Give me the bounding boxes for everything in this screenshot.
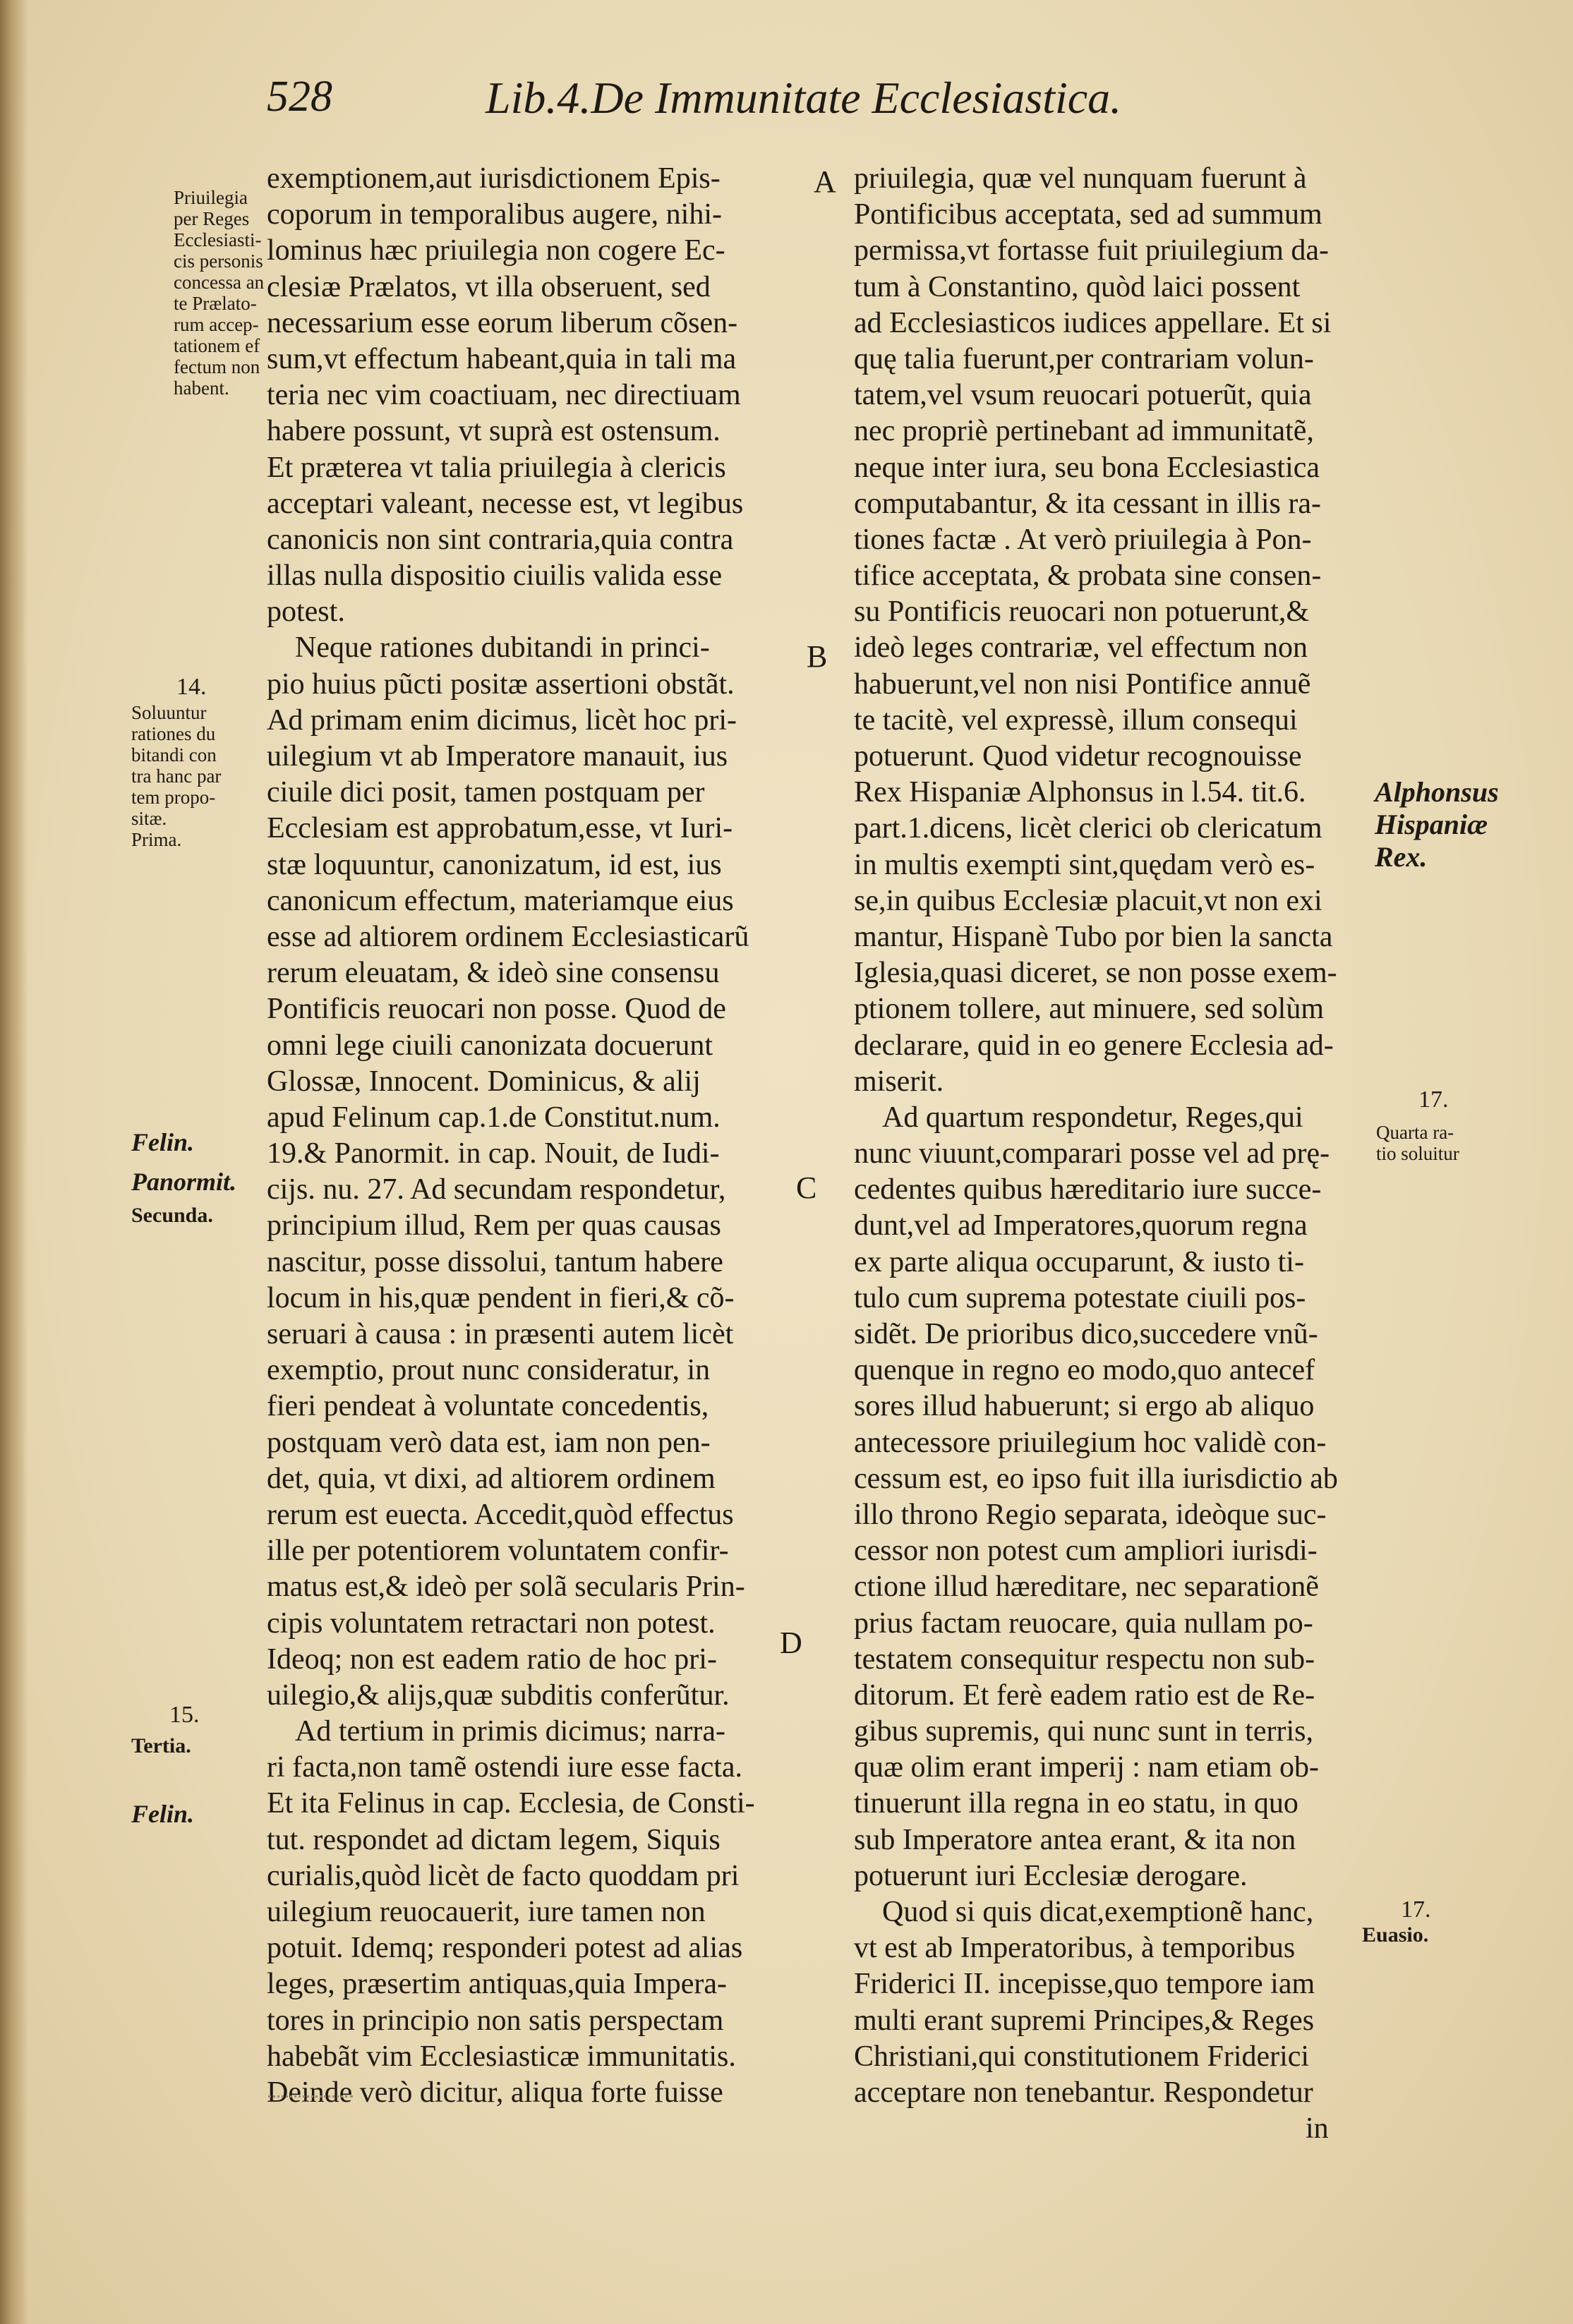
margin-note-line: rationes du [131,723,216,744]
text-line: illo throno Regio separata, ideòque suc- [854,1498,1327,1531]
text-line: Ecclesiam est approbatum,esse, vt Iuri- [267,812,733,845]
margin-note-line: tem propo- [131,787,216,808]
text-line: dunt,vel ad Imperatores,quorum regna [854,1209,1308,1242]
text-line: Iglesia,quasi diceret, se non posse exem- [854,957,1337,990]
margin-note-priuilegia [174,187,264,399]
text-line: vt est ab Imperatoribus, à temporibus [854,1932,1296,1965]
text-line: in multis exempti sint,quędam verò es- [854,848,1315,881]
margin-secunda: Secunda. [131,1204,213,1227]
binding-shadow [0,0,28,2324]
text-line: lominus hæc priuilegia non cogere Ec- [267,234,725,267]
text-line: Ad primam enim dicimus, licèt hoc pri- [267,703,737,737]
text-line: ptionem tollere, aut minuere, sed solùm [854,993,1325,1026]
text-line: se,in quibus Ecclesiæ placuit,vt non exi [854,884,1322,917]
text-line: teria nec vim coactiuam, nec directiuam [267,379,741,412]
text-line: rerum eleuatam, & ideò sine consensu [267,957,720,990]
text-line: nascitur, posse dissolui, tantum habere [267,1245,723,1278]
text-line: mantur, Hispanè Tubo por bien la sancta [854,920,1333,953]
margin-note-line: Soluuntur [131,702,207,723]
margin-note-line: per Reges [174,208,250,229]
margin-note-line: Hispaniæ [1375,809,1488,840]
text-line: su Pontificis reuocari non potuerunt,& [854,595,1310,629]
text-line: sum,vt effectum habeant,quia in tali ma [267,342,737,375]
text-line: tum à Constantino, quòd laici possent [854,270,1301,303]
text-line: multi erant supremi Principes,& Reges [854,2004,1315,2037]
text-line: Ideoq; non est eadem ratio de hoc pri- [267,1642,717,1676]
text-line: quę talia fuerunt,per contrariam volun- [854,342,1314,375]
text-line: tifice acceptata, & probata sine consen- [854,559,1322,593]
text-line: ex parte aliqua occuparunt, & iusto ti- [854,1245,1304,1278]
margin-note-line: sitæ. [131,808,167,829]
text-line: Et præterea vt talia priuilegia à clericis [267,451,726,484]
margin-note-line: tationem ef [174,335,260,356]
right-text-column [854,161,1376,2147]
text-line: tiones factæ . At verò priuilegia à Pon- [854,523,1312,556]
margin-note-line: tio soluitur [1376,1143,1459,1164]
section-letter-b: B [807,639,828,674]
text-line: cipis voluntatem retractari non potest. [267,1606,716,1640]
text-line: cessor non potest cum ampliori iurisdi- [854,1535,1318,1568]
text-line: permissa,vt fortasse fuit priuilegium da- [854,234,1330,267]
margin-note-line: Quarta ra- [1376,1122,1454,1143]
text-line: coporum in temporalibus augere, nihi- [267,198,722,231]
margin-note-line: Priuilegia [174,187,248,208]
text-line: omni lege ciuili canonizata docuerunt [267,1029,713,1062]
paragraph-number-14: 14. [176,674,207,700]
section-letter-a: A [814,164,836,199]
text-line: tores in principio non satis perspectam [267,2004,724,2037]
text-line: nec propriè pertinebant ad immunitatẽ, [854,415,1314,448]
text-line: ad Ecclesiasticos iudices appellare. Et si [854,306,1332,339]
text-line: antecessore priuilegium hoc validè con- [854,1426,1327,1459]
margin-note-soluuntur [131,702,221,850]
text-line: pio huius pũcti positæ assertioni obstãt. [267,667,735,701]
text-line: tulo cum suprema potestate ciuili pos- [854,1281,1306,1314]
margin-note-line: te Prælato- [174,293,257,314]
text-line: computabantur, & ita cessant in illis ra- [854,487,1321,520]
text-line: tinuerunt illa regna in eo statu, in quo [854,1787,1298,1820]
text-line: declarare, quid in eo genere Ecclesia ad- [854,1029,1334,1062]
margin-note-line: Alphonsus [1375,776,1499,808]
paragraph-number-15: 15. [169,1702,200,1728]
text-line: uilegium reuocauerit, iure tamen non [267,1896,706,1928]
text-line: Pontificis reuocari non posse. Quod de [267,993,726,1026]
section-letter-c: C [796,1170,817,1205]
margin-felin-1: Felin. [131,1128,195,1156]
text-line: Et ita Felinus in cap. Ecclesia, de Consti- [267,1787,755,1820]
text-line: esse ad altiorem ordinem Ecclesiasticarũ [267,920,749,953]
paragraph-number-17a: 17. [1418,1087,1449,1113]
text-line: Quod si quis dicat,exemptionẽ hanc, [882,1896,1314,1928]
text-line: illas nulla dispositio ciuilis valida esse [267,559,723,593]
section-letter-d: D [780,1626,802,1660]
text-line: Deinde verò dicitur, aliqua forte fuisse [267,2076,723,2109]
text-line: fieri pendeat à voluntate concedentis, [267,1390,709,1423]
text-line: quæ olim erant imperij : nam etiam ob- [854,1751,1320,1784]
text-line: locum in his,quæ pendent in fieri,& cõ- [267,1281,735,1314]
text-line: ri facta,non tamẽ ostendi iure esse facta. [267,1751,743,1784]
page-header [267,65,1184,128]
text-line: potuerunt. Quod videtur recognouisse [854,740,1302,773]
text-line: te tacitè, vel expressè, illum consequi [854,703,1298,737]
text-line: 19.& Panormit. in cap. Nouit, de Iudi- [267,1137,720,1170]
text-line: rerum est euecta. Accedit,quòd effectus [267,1498,734,1531]
text-line: tut. respondet ad dictam legem, Siquis [267,1823,721,1856]
text-line: nunc viuunt,comparari posse vel ad prę- [854,1137,1330,1170]
faint-catchword-mark [268,2095,353,2100]
text-line: curialis,quòd licèt de facto quoddam pri [267,1859,740,1892]
margin-euasio: Euasio. [1362,1923,1429,1947]
text-line: potuerunt iuri Ecclesiæ derogare. [854,1859,1248,1892]
text-line: priuilegia, quæ vel nunquam fuerunt à [854,162,1307,195]
text-line: ciuile dici posit, tamen postquam per [267,776,705,809]
text-line: ille per potentiorem voluntatem confir- [267,1535,729,1568]
margin-felin-2: Felin. [131,1800,195,1828]
text-line: Pontificibus acceptata, sed ad summum [854,198,1322,231]
text-line: part.1.dicens, licèt clerici ob clericatum [854,812,1322,845]
text-line: exemptio, prout nunc consideratur, in [267,1354,711,1387]
margin-alphonsus [1375,776,1499,873]
text-line: potuit. Idemq; responderi potest ad alias [267,1932,743,1965]
text-line: sores illud habuerunt; si ergo ab aliquo [854,1390,1315,1423]
text-line: canonicum effectum, materiamque eius [267,884,734,917]
text-line: miserit. [854,1065,944,1098]
text-line: habebãt vim Ecclesiasticæ immunitatis. [267,2040,736,2073]
text-line: tatem,vel vsum reuocari potuerũt, quia [854,379,1312,412]
margin-note-line: Rex. [1375,841,1428,873]
margin-note-line: bitandi con [131,744,217,765]
text-line: necessarium esse eorum liberum cõsen- [267,306,738,339]
margin-tertia: Tertia. [131,1734,191,1757]
margin-panormit: Panormit. [131,1168,237,1196]
text-line: det, quia, vt dixi, ad altiorem ordinem [267,1462,716,1495]
margin-note-line: cis personis [174,250,263,272]
text-line: ditorum. Et ferè eadem ratio est de Re- [854,1678,1315,1712]
text-line: sidẽt. De prioribus dico,succedere vnũ- [854,1318,1318,1350]
text-line: Ad tertium in primis dicimus; narra- [295,1715,726,1748]
text-line: neque inter iura, seu bona Ecclesiastica [854,451,1320,484]
text-line: uilegio,& alijs,quæ subditis conferũtur. [267,1678,730,1712]
margin-note-quarta [1376,1122,1459,1164]
text-line: canonicis non sint contraria,quia contra [267,523,734,556]
text-line: quenque in regno eo modo,quo antecef [854,1354,1315,1387]
text-line: seruari à causa : in præsenti autem licèt [267,1318,734,1350]
text-line: cessum est, eo ipso fuit illa iurisdictio ab [854,1462,1338,1495]
text-line: cijs. nu. 27. Ad secundam respondetur, [267,1173,726,1206]
text-line: stæ loquuntur, canonizatum, id est, ius [267,848,722,881]
text-line: uilegium vt ab Imperatore manauit, ius [267,740,728,773]
text-line: matus est,& ideò per solã secularis Prin- [267,1570,745,1604]
margin-note-line: fectum non [174,356,260,377]
text-line: Friderici II. incepisse,quo tempore iam [854,1968,1315,2001]
text-line: principium illud, Rem per quas causas [267,1209,721,1242]
text-line: sub Imperatore antea erant, & ita non [854,1823,1296,1856]
text-line: clesiæ Prælatos, vt illa obseruent, sed [267,270,711,303]
text-line: ideò leges contrariæ, vel effectum non [854,631,1308,665]
margin-note-line: Prima. [131,829,182,850]
text-line: potest. [267,595,345,629]
margin-note-line: concessa an [174,272,265,293]
text-line: Rex Hispaniæ Alphonsus in l.54. tit.6. [854,776,1306,809]
text-line: Glossæ, Innocent. Dominicus, & alij [267,1065,701,1098]
text-line: Christiani,qui constitutionem Friderici [854,2040,1310,2073]
margin-note-line: rum accep- [174,314,259,335]
margin-note-line: tra hanc par [131,765,222,787]
text-line: prius factam reuocare, quia nullam po- [854,1606,1313,1640]
text-line: acceptare non tenebantur. Respondetur [854,2076,1313,2109]
running-head: Lib.4.De Immunitate Ecclesiastica. [486,73,1122,123]
page-number: 528 [267,73,332,121]
text-line: in [1306,2112,1329,2146]
text-line: gibus supremis, qui nunc sunt in terris, [854,1715,1313,1748]
text-line: cedentes quibus hæreditario iure succe- [854,1173,1322,1206]
text-line: testatem consequitur respectu non sub- [854,1642,1315,1676]
text-line: ctione illud hæreditare, nec separationẽ [854,1570,1319,1604]
left-text-column [267,161,782,2111]
margin-note-line: habent. [174,377,229,399]
paragraph-number-17b: 17. [1401,1896,1431,1923]
text-line: habere possunt, vt suprà est ostensum. [267,415,721,448]
text-line: habuerunt,vel non nisi Pontifice annuẽ [854,667,1311,701]
margin-note-line: Ecclesiasti- [174,229,262,250]
text-line: postquam verò data est, iam non pen- [267,1426,711,1459]
text-line: Ad quartum respondetur, Reges,qui [882,1101,1303,1134]
text-line: acceptari valeant, necesse est, vt legibus [267,487,744,520]
text-line: apud Felinum cap.1.de Constitut.num. [267,1101,721,1134]
text-line: Neque rationes dubitandi in princi- [295,631,710,665]
text-line: leges, præsertim antiquas,quia Impera- [267,1968,727,2001]
text-line: exemptionem,aut iurisdictionem Epis- [267,162,721,195]
